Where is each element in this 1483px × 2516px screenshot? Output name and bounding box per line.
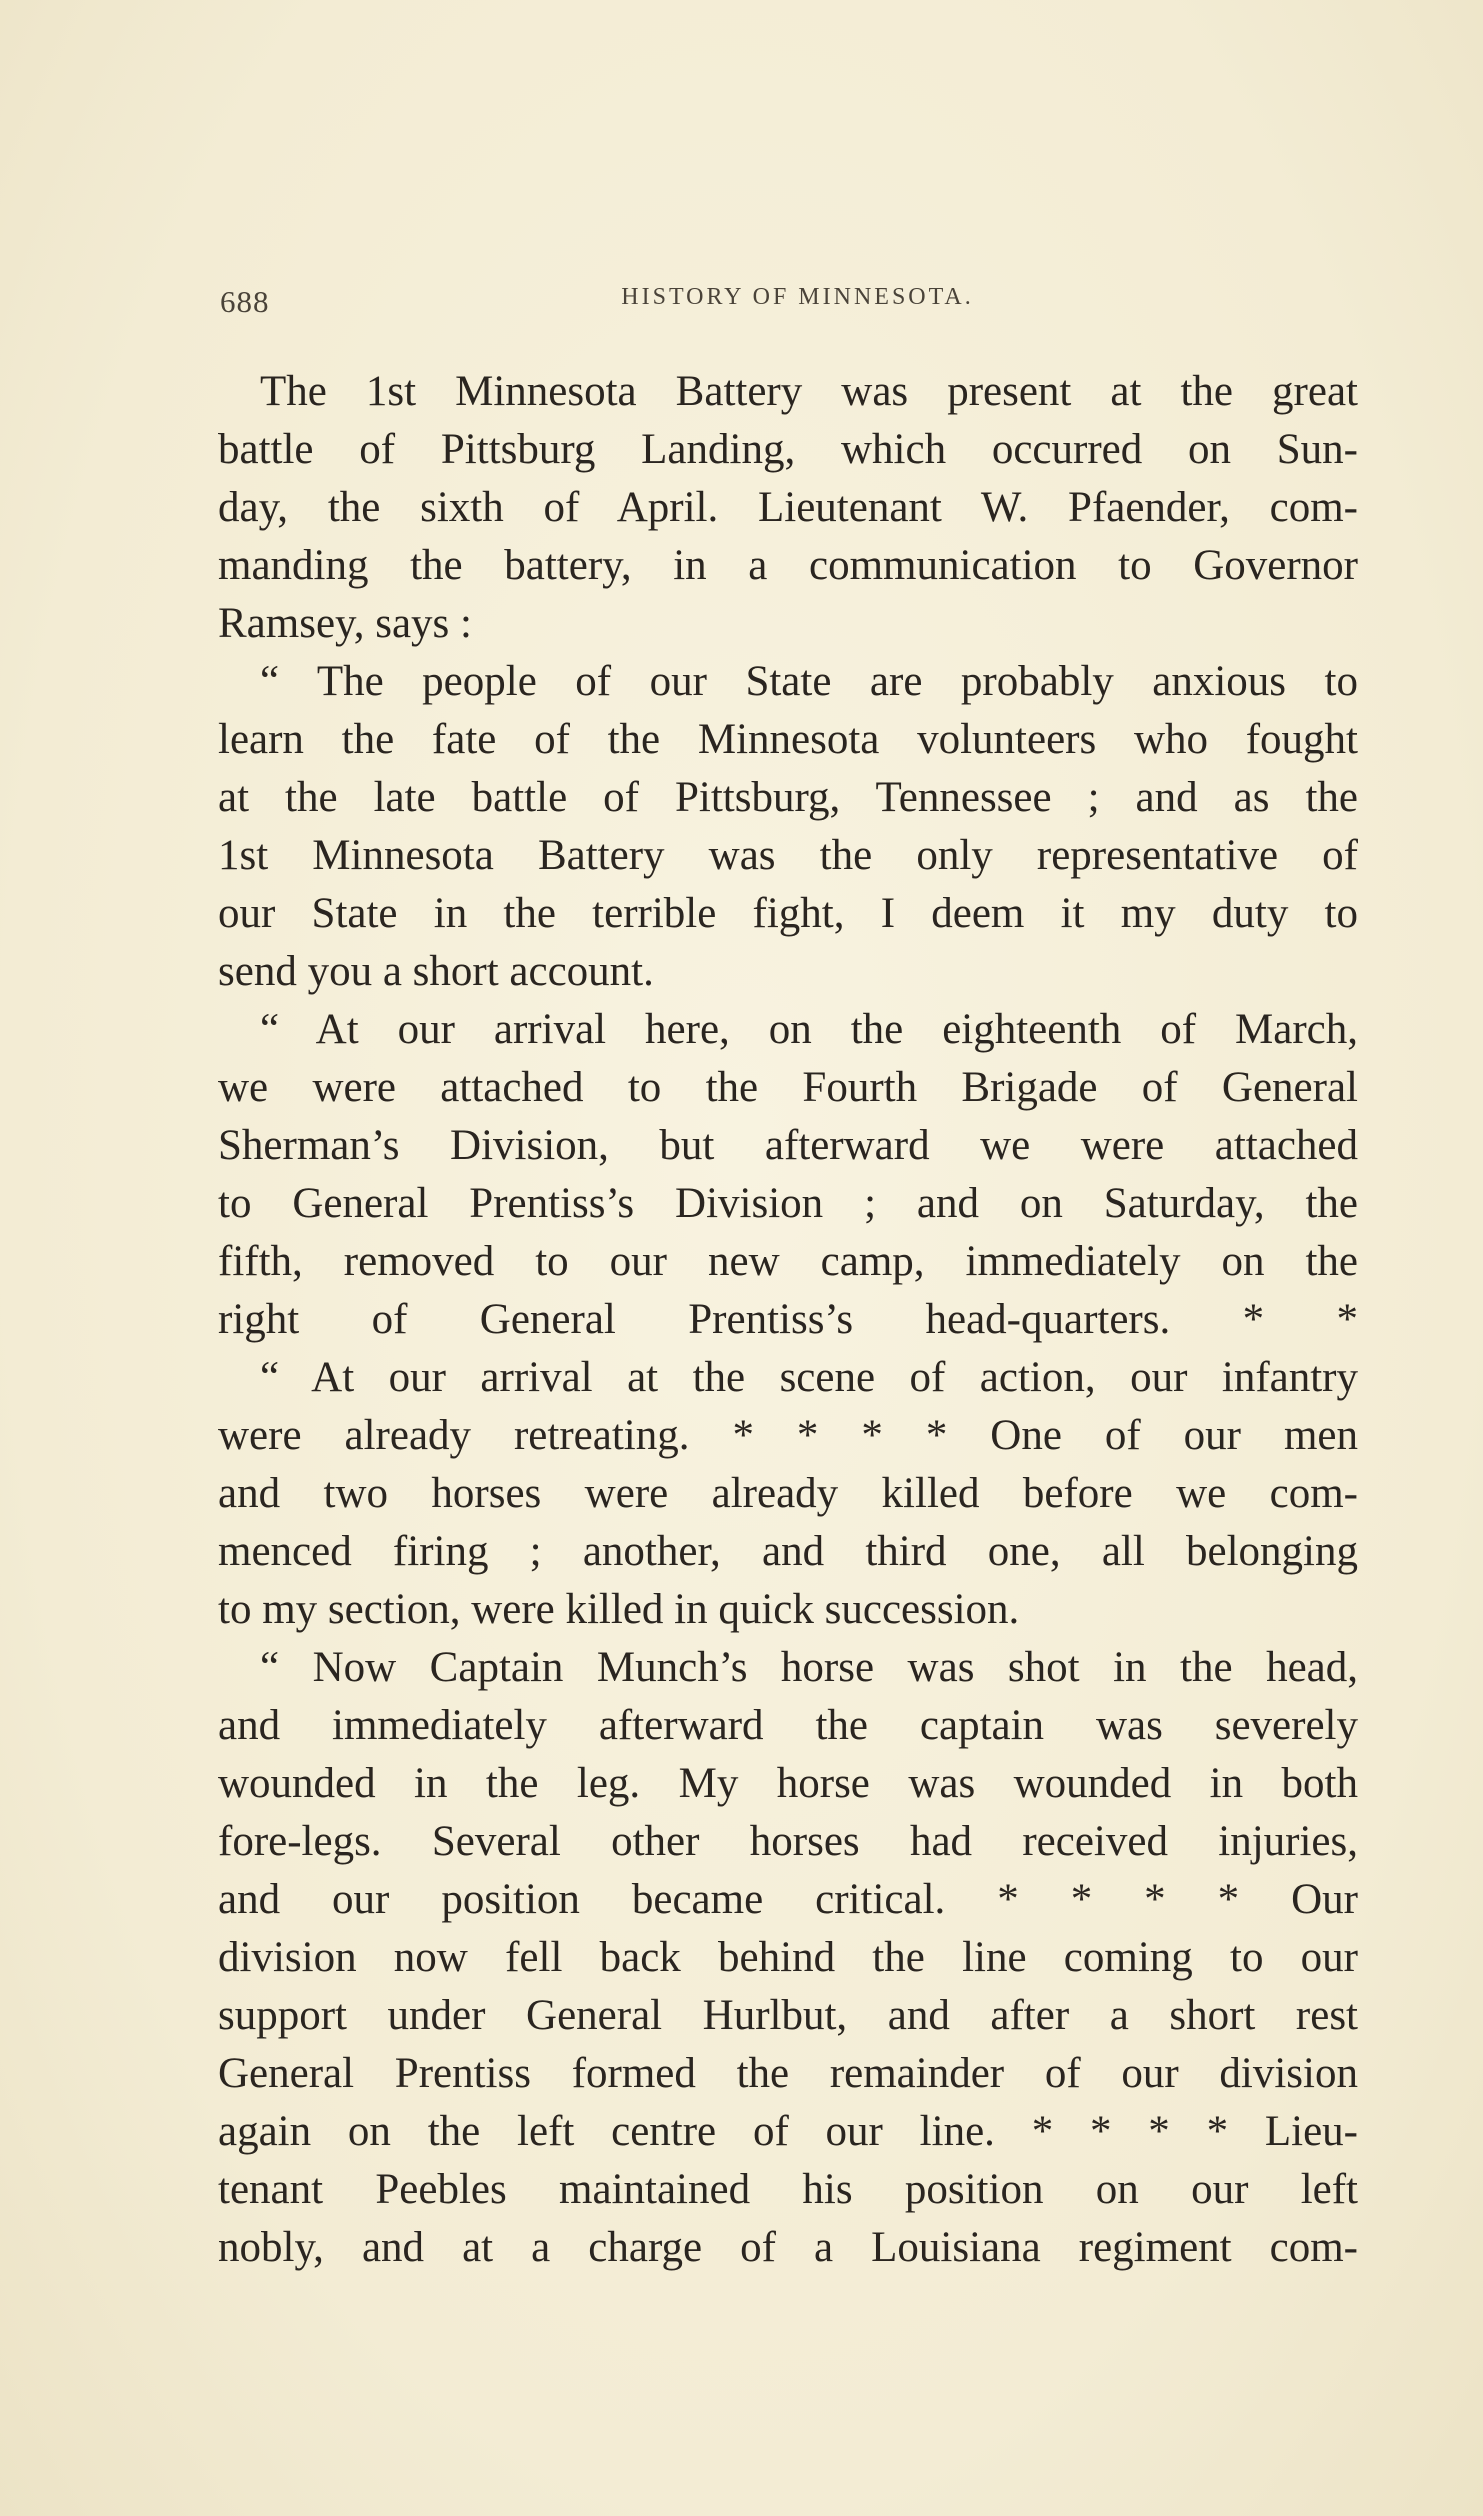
text-line: send you a short account. xyxy=(218,948,654,995)
text-line: “ Now Captain Munch’s horse was shot in the head, xyxy=(260,1644,1358,1691)
text-line: to my section, were killed in quick succession. xyxy=(218,1586,1020,1633)
text-line: wounded in the leg. My horse was wounded in both xyxy=(218,1760,1358,1807)
text-line: manding the battery, in a communication to Governor xyxy=(218,542,1358,589)
text-line: “ At our arrival at the scene of action, our infantry xyxy=(260,1354,1358,1401)
page-number: 688 xyxy=(220,284,270,319)
text-line: 1st Minnesota Battery was the only representative of xyxy=(218,832,1358,879)
text-line: learn the fate of the Minnesota volunteers who fought xyxy=(218,716,1358,763)
text-line: menced firing ; another, and third one, all belonging xyxy=(218,1528,1358,1575)
text-line: were already retreating. * * * * One of our men xyxy=(218,1412,1358,1459)
running-head xyxy=(220,278,1375,318)
text-line: we were attached to the Fourth Brigade of General xyxy=(218,1064,1358,1111)
text-line: “ The people of our State are probably anxious to xyxy=(260,658,1358,705)
text-line: again on the left centre of our line. * * * * Lieu- xyxy=(218,2108,1358,2155)
text-line: The 1st Minnesota Battery was present at the great xyxy=(260,368,1358,415)
text-line: nobly, and at a charge of a Louisiana regiment com- xyxy=(218,2224,1358,2271)
body-text xyxy=(218,363,1358,2277)
text-line: and two horses were already killed before we com- xyxy=(218,1470,1358,1517)
text-line: day, the sixth of April. Lieutenant W. Pfaender, com- xyxy=(218,484,1358,531)
text-line: right of General Prentiss’s head-quarters. * * xyxy=(218,1296,1358,1343)
text-line: and our position became critical. * * * * Our xyxy=(218,1876,1358,1923)
text-line: Sherman’s Division, but afterward we were attached xyxy=(218,1122,1358,1169)
text-line: “ At our arrival here, on the eighteenth of March, xyxy=(260,1006,1358,1053)
text-line: support under General Hurlbut, and after a short rest xyxy=(218,1992,1358,2039)
text-line: fore-legs. Several other horses had received injuries, xyxy=(218,1818,1358,1865)
text-line: division now fell back behind the line coming to our xyxy=(218,1934,1358,1981)
text-line: to General Prentiss’s Division ; and on Saturday, the xyxy=(218,1180,1358,1227)
text-line: our State in the terrible fight, I deem it my duty to xyxy=(218,890,1358,937)
text-line: tenant Peebles maintained his position on our left xyxy=(218,2166,1358,2213)
text-line: fifth, removed to our new camp, immediately on the xyxy=(218,1238,1358,1285)
text-line: General Prentiss formed the remainder of our division xyxy=(218,2050,1358,2097)
text-line: battle of Pittsburg Landing, which occurred on Sun- xyxy=(218,426,1358,473)
text-line: and immediately afterward the captain was severely xyxy=(218,1702,1358,1749)
text-line: at the late battle of Pittsburg, Tennessee ; and as the xyxy=(218,774,1358,821)
running-title: HISTORY OF MINNESOTA. xyxy=(621,284,974,310)
text-line: Ramsey, says : xyxy=(218,600,472,647)
